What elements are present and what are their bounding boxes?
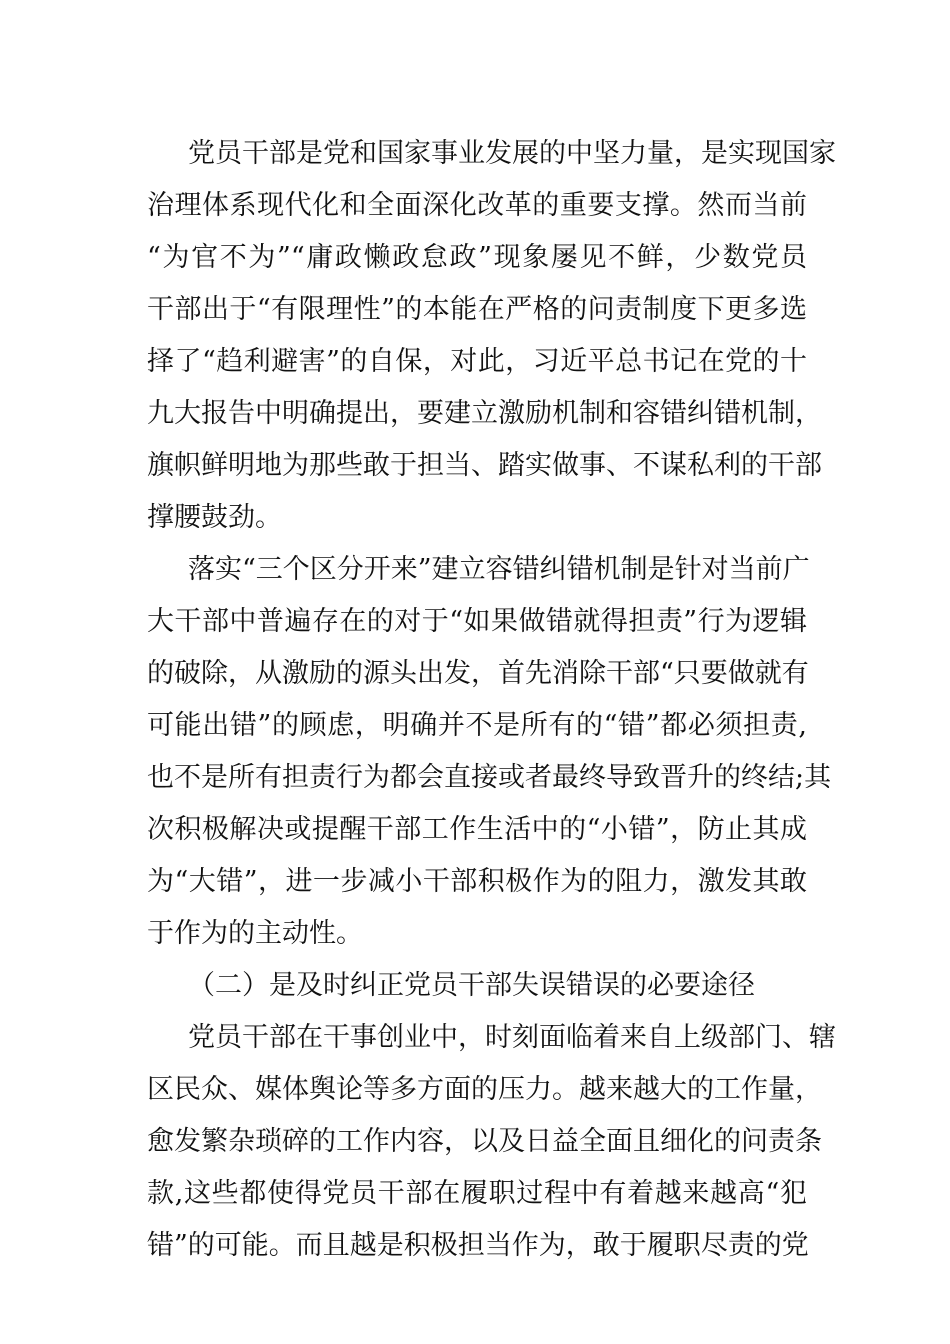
paragraph-2-line-1: 落实“三个区分开来”建立容错纠错机制是针对当前广	[188, 554, 810, 585]
paragraph-1-line-4: 干部出于“有限理性”的本能在严格的问责制度下更多选	[147, 294, 807, 325]
paragraph-1-line-8: 撑腰鼓劲。	[147, 502, 282, 533]
paragraph-2-line-8: 于作为的主动性。	[147, 918, 363, 949]
paragraph-2-line-2: 大干部中普遍存在的对于“如果做错就得担责”行为逻辑	[147, 606, 807, 637]
paragraph-2-line-6: 次积极解决或提醒干部工作生活中的“小错”，防止其成	[147, 814, 807, 845]
paragraph-1-line-1: 党员干部是党和国家事业发展的中坚力量，是实现国家	[188, 138, 836, 169]
section-heading: （二）是及时纠正党员干部失误错误的必要途径	[188, 970, 755, 1001]
paragraph-1-line-7: 旗帜鲜明地为那些敢于担当、踏实做事、不谋私利的干部	[147, 450, 822, 481]
paragraph-3-line-5: 错”的可能。而且越是积极担当作为，敢于履职尽责的党	[147, 1230, 809, 1261]
paragraph-1-line-6: 九大报告中明确提出，要建立激励机制和容错纠错机制，	[147, 398, 822, 429]
paragraph-3-line-3: 愈发繁杂琐碎的工作内容，以及日益全面且细化的问责条	[147, 1126, 822, 1157]
paragraph-2-line-7: 为“大错”，进一步减小干部积极作为的阻力，激发其敢	[147, 866, 807, 897]
paragraph-1-line-5: 择了“趋利避害”的自保，对此，习近平总书记在党的十	[147, 346, 807, 377]
paragraph-2-line-4: 可能出错”的顾虑，明确并不是所有的“错”都必须担责,	[147, 710, 807, 741]
paragraph-3-line-1: 党员干部在干事创业中，时刻面临着来自上级部门、辖	[188, 1022, 836, 1053]
paragraph-2-line-5: 也不是所有担责行为都会直接或者最终导致晋升的终结;其	[147, 762, 832, 793]
paragraph-3-line-2: 区民众、媒体舆论等多方面的压力。越来越大的工作量，	[147, 1074, 822, 1105]
paragraph-2-line-3: 的破除，从激励的源头出发，首先消除干部“只要做就有	[147, 658, 809, 689]
paragraph-1-line-3: “为官不为”“庸政懒政怠政”现象屡见不鲜，少数党员	[147, 242, 807, 273]
paragraph-3-line-4: 款,这些都使得党员干部在履职过程中有着越来越高“犯	[147, 1178, 807, 1209]
paragraph-1-line-2: 治理体系现代化和全面深化改革的重要支撑。然而当前	[147, 190, 807, 221]
